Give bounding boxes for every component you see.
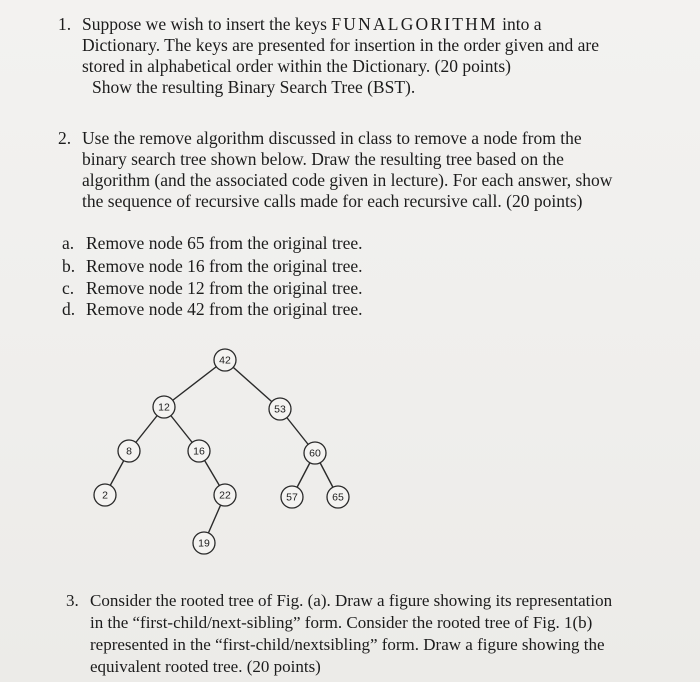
question-2-line-4: the sequence of recursive calls made for each recursive call. (20 points) bbox=[82, 191, 583, 211]
tree-node-label: 22 bbox=[219, 489, 231, 502]
part-c-label: c. bbox=[62, 278, 75, 298]
part-d-text: Remove node 42 from the original tree. bbox=[86, 299, 363, 319]
tree-node-2 bbox=[94, 484, 116, 506]
tree-node-60 bbox=[304, 442, 326, 464]
tree-node-label: 57 bbox=[286, 491, 298, 504]
question-1-line-1-pre: Suppose we wish to insert the keys bbox=[82, 14, 332, 34]
part-d-label: d. bbox=[62, 299, 76, 319]
tree-node-label: 8 bbox=[126, 445, 132, 458]
tree-node-label: 12 bbox=[158, 401, 170, 414]
tree-node-12 bbox=[153, 396, 175, 418]
question-2-line-1: Use the remove algorithm discussed in class to remove a node from the bbox=[82, 128, 582, 148]
tree-node-53 bbox=[269, 398, 291, 420]
question-3-number: 3. bbox=[66, 591, 79, 610]
part-a-label: a. bbox=[62, 233, 75, 253]
tree-node-8 bbox=[118, 440, 140, 462]
tree-node-label: 42 bbox=[219, 354, 231, 367]
question-3-line-3: represented in the “first-child/nextsibling” form. Draw a figure showing the bbox=[90, 635, 605, 654]
tree-node-16 bbox=[188, 440, 210, 462]
tree-node-label: 53 bbox=[274, 403, 286, 416]
part-a-text: Remove node 65 from the original tree. bbox=[86, 233, 363, 253]
question-2-number: 2. bbox=[58, 128, 72, 148]
tree-node-label: 19 bbox=[198, 537, 210, 550]
tree-node-label: 16 bbox=[193, 445, 205, 458]
question-3-line-1: Consider the rooted tree of Fig. (a). Draw a figure showing its representation bbox=[90, 591, 613, 610]
question-1-keys: FUNALGORITHM bbox=[331, 14, 498, 34]
question-1-line-4: Show the resulting Binary Search Tree (BST). bbox=[92, 77, 416, 97]
tree-node-19 bbox=[193, 532, 215, 554]
tree-node-42 bbox=[214, 349, 236, 371]
part-b-text: Remove node 16 from the original tree. bbox=[86, 256, 363, 276]
tree-node-label: 2 bbox=[102, 489, 108, 502]
tree-node-22 bbox=[214, 484, 236, 506]
tree-node-65 bbox=[327, 486, 349, 508]
question-2-line-2: binary search tree shown below. Draw the resulting tree based on the bbox=[82, 149, 564, 169]
question-1-line-1-post: into a bbox=[497, 14, 542, 34]
tree-node-label: 60 bbox=[309, 447, 321, 460]
tree-node-57 bbox=[281, 486, 303, 508]
question-3-line-4: equivalent rooted tree. (20 points) bbox=[90, 657, 321, 676]
question-3 bbox=[66, 590, 686, 680]
question-1-line-3: stored in alphabetical order within the Dictionary. (20 points) bbox=[82, 56, 511, 76]
tree-node-label: 65 bbox=[332, 491, 344, 504]
question-1-line-2: Dictionary. The keys are presented for insertion in the order given and are bbox=[82, 35, 600, 55]
question-1-number: 1. bbox=[58, 14, 72, 34]
question-2-line-3: algorithm (and the associated code given in lecture). For each answer, show bbox=[82, 170, 613, 190]
part-c-text: Remove node 12 from the original tree. bbox=[86, 278, 363, 298]
question-3-line-2: in the “first-child/next-sibling” form. Consider the rooted tree of Fig. 1(b) bbox=[90, 613, 593, 632]
part-b-label: b. bbox=[62, 256, 76, 276]
